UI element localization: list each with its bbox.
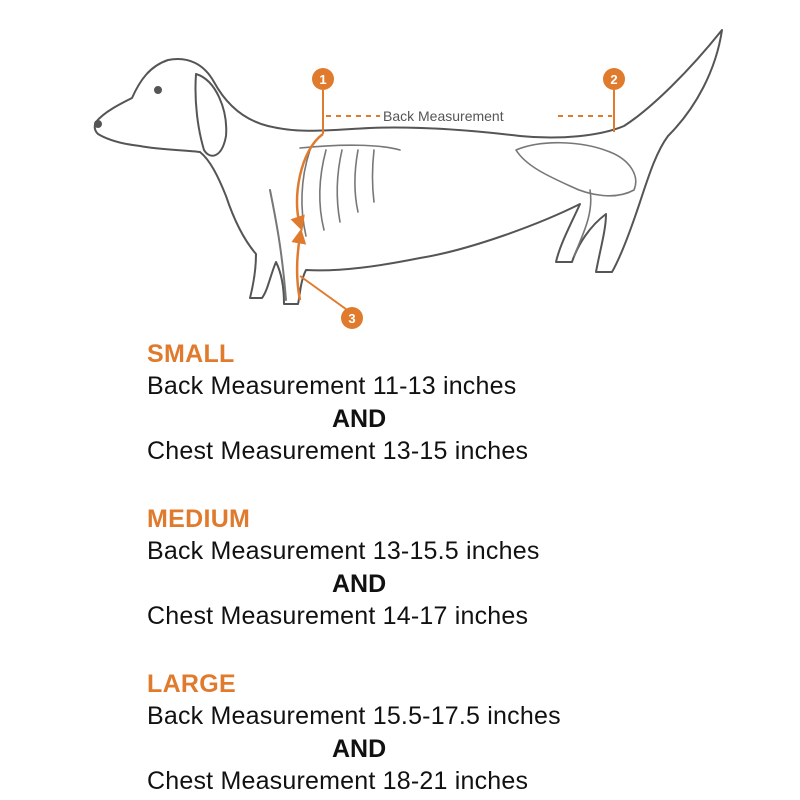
dog-illustration	[95, 30, 722, 304]
marker-3-leader	[300, 276, 350, 312]
dog-body-outline	[95, 30, 722, 304]
back-measurement-text: Back Measurement 15.5-17.5 inches	[147, 702, 561, 730]
marker-3	[341, 307, 363, 329]
and-label: AND	[332, 570, 387, 598]
marker-1	[312, 68, 334, 90]
dog-nose	[95, 121, 101, 127]
back-measurement-text: Back Measurement 11-13 inches	[147, 372, 517, 400]
size-block-large	[147, 668, 767, 798]
marker-2	[603, 68, 625, 90]
dog-ribs	[300, 145, 400, 236]
size-block-small	[147, 338, 767, 468]
dog-front-leg	[270, 190, 286, 300]
chest-measurement-text: Chest Measurement 13-15 inches	[147, 437, 529, 465]
and-label: AND	[332, 405, 387, 433]
chest-measurement-text: Chest Measurement 18-21 inches	[147, 767, 529, 795]
dog-measurement-diagram	[0, 0, 800, 340]
dog-ear	[195, 74, 226, 156]
back-measurement-text: Back Measurement 13-15.5 inches	[147, 537, 540, 565]
marker-3-label: 3	[348, 311, 356, 326]
size-block-medium	[147, 503, 767, 633]
size-name: LARGE	[147, 670, 236, 698]
back-measurement-label: Back Measurement	[383, 108, 504, 124]
chest-loop-bottom	[297, 236, 300, 300]
marker-1-label: 1	[319, 72, 327, 87]
measurement-guides	[297, 68, 625, 329]
and-label: AND	[332, 735, 387, 763]
dog-pelvis	[516, 143, 636, 256]
chest-measurement-text: Chest Measurement 14-17 inches	[147, 602, 529, 630]
marker-2-label: 2	[610, 72, 618, 87]
size-name: MEDIUM	[147, 505, 251, 533]
dog-eye	[155, 87, 161, 93]
size-name: SMALL	[147, 340, 235, 368]
